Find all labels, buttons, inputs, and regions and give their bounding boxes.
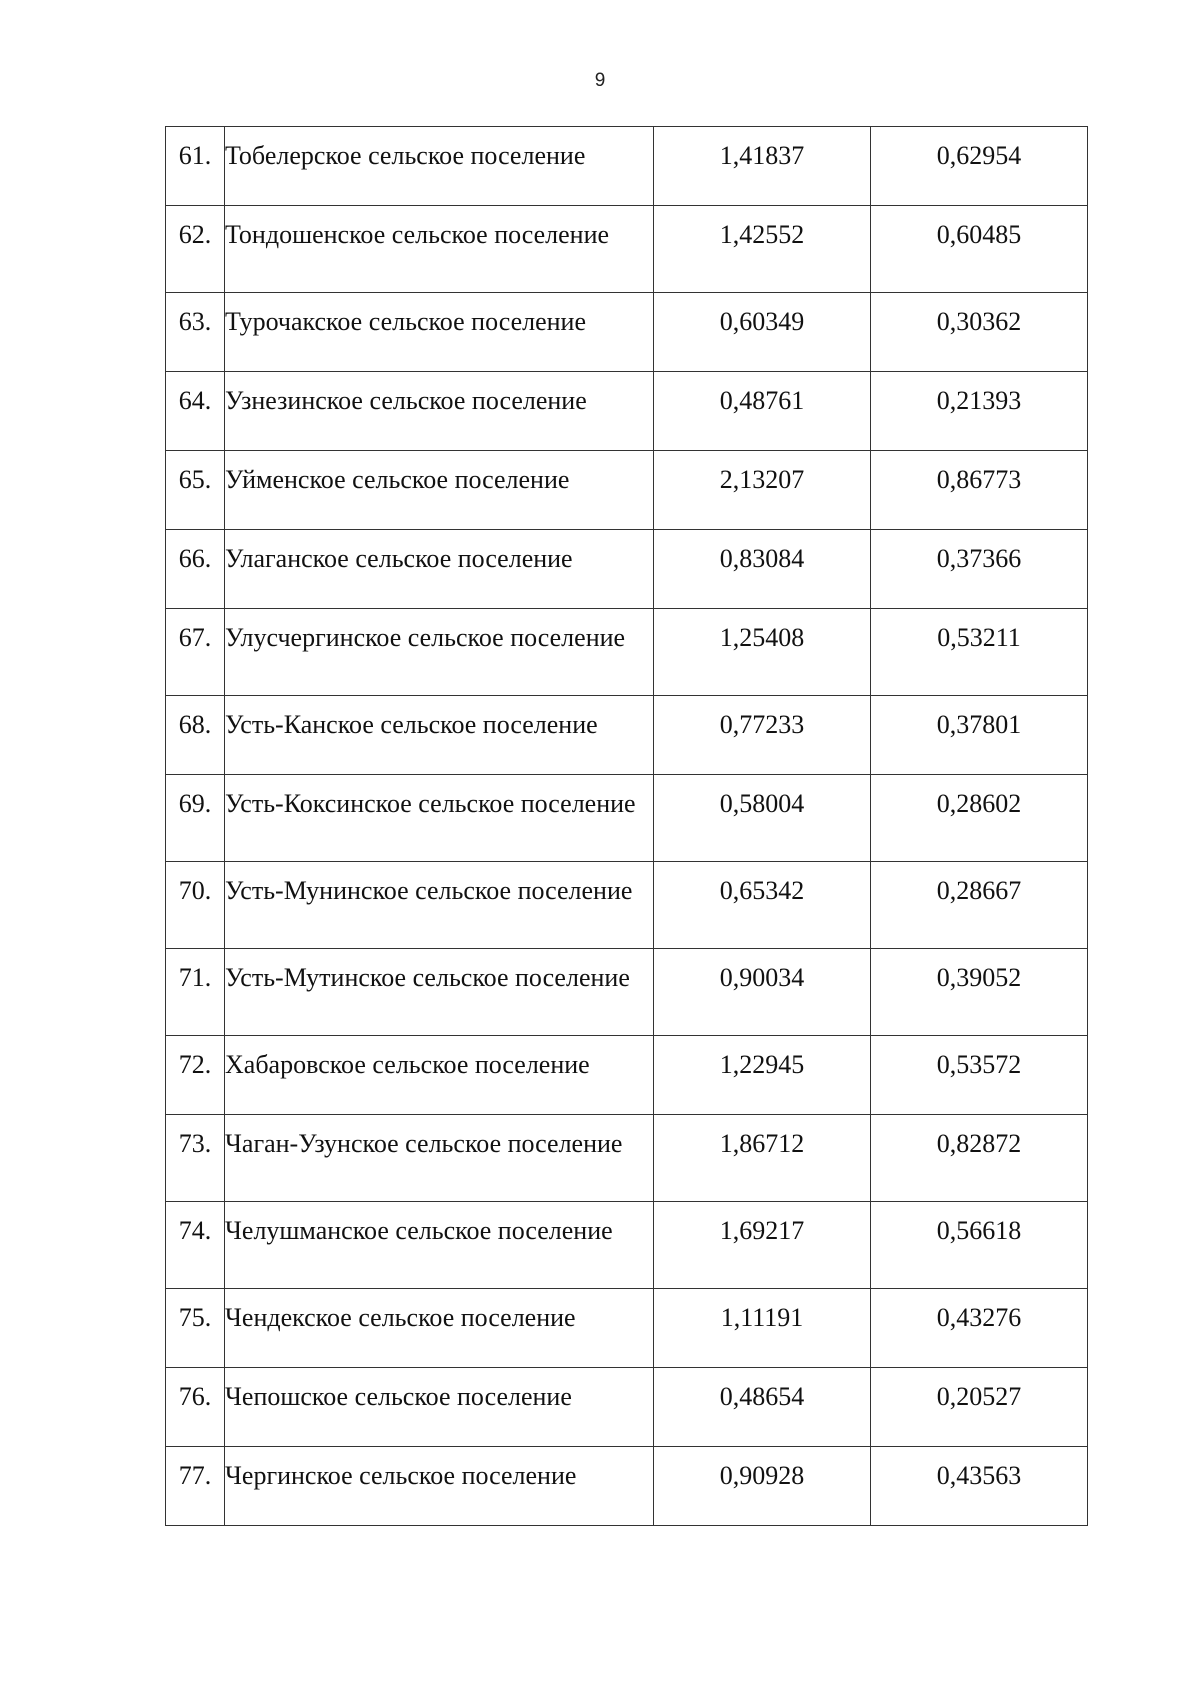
- value-1: 1,42552: [654, 206, 871, 293]
- row-number: 68.: [166, 696, 225, 775]
- settlement-name: Челушманское сельское поселение: [225, 1202, 654, 1289]
- value-2: 0,53572: [871, 1036, 1088, 1115]
- value-1: 0,58004: [654, 775, 871, 862]
- row-number: 62.: [166, 206, 225, 293]
- table-row: [166, 127, 1088, 206]
- table-row: [166, 206, 1088, 293]
- settlement-name: Чаган-Узунское сельское поселение: [225, 1115, 654, 1202]
- value-2: 0,20527: [871, 1368, 1088, 1447]
- table-row: [166, 372, 1088, 451]
- value-2: 0,86773: [871, 451, 1088, 530]
- value-1: 0,60349: [654, 293, 871, 372]
- value-2: 0,82872: [871, 1115, 1088, 1202]
- row-number: 77.: [166, 1447, 225, 1526]
- row-number: 70.: [166, 862, 225, 949]
- value-2: 0,39052: [871, 949, 1088, 1036]
- table-row: [166, 949, 1088, 1036]
- table-row: [166, 293, 1088, 372]
- value-1: 0,77233: [654, 696, 871, 775]
- row-number: 66.: [166, 530, 225, 609]
- value-1: 1,69217: [654, 1202, 871, 1289]
- row-number: 69.: [166, 775, 225, 862]
- value-2: 0,60485: [871, 206, 1088, 293]
- value-1: 1,41837: [654, 127, 871, 206]
- row-number: 76.: [166, 1368, 225, 1447]
- table-row: [166, 1115, 1088, 1202]
- value-1: 1,22945: [654, 1036, 871, 1115]
- settlement-name: Усть-Мунинское сельское поселение: [225, 862, 654, 949]
- settlement-name: Турочакское сельское поселение: [225, 293, 654, 372]
- table-row: [166, 1368, 1088, 1447]
- table-row: [166, 775, 1088, 862]
- value-2: 0,28667: [871, 862, 1088, 949]
- value-1: 1,11191: [654, 1289, 871, 1368]
- settlement-name: Чергинское сельское поселение: [225, 1447, 654, 1526]
- value-2: 0,62954: [871, 127, 1088, 206]
- value-2: 0,37801: [871, 696, 1088, 775]
- settlements-table: [165, 126, 1088, 1526]
- settlement-name: Усть-Канское сельское поселение: [225, 696, 654, 775]
- table-row: [166, 530, 1088, 609]
- row-number: 61.: [166, 127, 225, 206]
- row-number: 65.: [166, 451, 225, 530]
- value-2: 0,21393: [871, 372, 1088, 451]
- settlement-name: Улусчергинское сельское поселение: [225, 609, 654, 696]
- settlement-name: Чендекское сельское поселение: [225, 1289, 654, 1368]
- table-row: [166, 696, 1088, 775]
- table-row: [166, 862, 1088, 949]
- value-2: 0,37366: [871, 530, 1088, 609]
- table-row: [166, 609, 1088, 696]
- settlement-name: Хабаровское сельское поселение: [225, 1036, 654, 1115]
- settlement-name: Узнезинское сельское поселение: [225, 372, 654, 451]
- table-row: [166, 1289, 1088, 1368]
- table-row: [166, 1036, 1088, 1115]
- value-1: 0,65342: [654, 862, 871, 949]
- row-number: 72.: [166, 1036, 225, 1115]
- value-2: 0,56618: [871, 1202, 1088, 1289]
- value-1: 2,13207: [654, 451, 871, 530]
- value-1: 1,86712: [654, 1115, 871, 1202]
- settlement-name: Чепошское сельское поселение: [225, 1368, 654, 1447]
- value-1: 0,48654: [654, 1368, 871, 1447]
- row-number: 74.: [166, 1202, 225, 1289]
- row-number: 67.: [166, 609, 225, 696]
- value-1: 0,48761: [654, 372, 871, 451]
- settlement-name: Улаганское сельское поселение: [225, 530, 654, 609]
- row-number: 64.: [166, 372, 225, 451]
- row-number: 63.: [166, 293, 225, 372]
- value-1: 0,90034: [654, 949, 871, 1036]
- table-row: [166, 451, 1088, 530]
- value-2: 0,43276: [871, 1289, 1088, 1368]
- value-2: 0,30362: [871, 293, 1088, 372]
- value-2: 0,43563: [871, 1447, 1088, 1526]
- row-number: 73.: [166, 1115, 225, 1202]
- row-number: 71.: [166, 949, 225, 1036]
- settlement-name: Тобелерское сельское поселение: [225, 127, 654, 206]
- value-1: 0,83084: [654, 530, 871, 609]
- table-row: [166, 1447, 1088, 1526]
- settlement-name: Уйменское сельское поселение: [225, 451, 654, 530]
- value-2: 0,28602: [871, 775, 1088, 862]
- value-1: 1,25408: [654, 609, 871, 696]
- table-row: [166, 1202, 1088, 1289]
- page-number: 9: [594, 70, 606, 91]
- settlement-name: Усть-Коксинское сельское поселение: [225, 775, 654, 862]
- settlement-name: Тондошенское сельское поселение: [225, 206, 654, 293]
- row-number: 75.: [166, 1289, 225, 1368]
- settlement-name: Усть-Мутинское сельское поселение: [225, 949, 654, 1036]
- value-1: 0,90928: [654, 1447, 871, 1526]
- value-2: 0,53211: [871, 609, 1088, 696]
